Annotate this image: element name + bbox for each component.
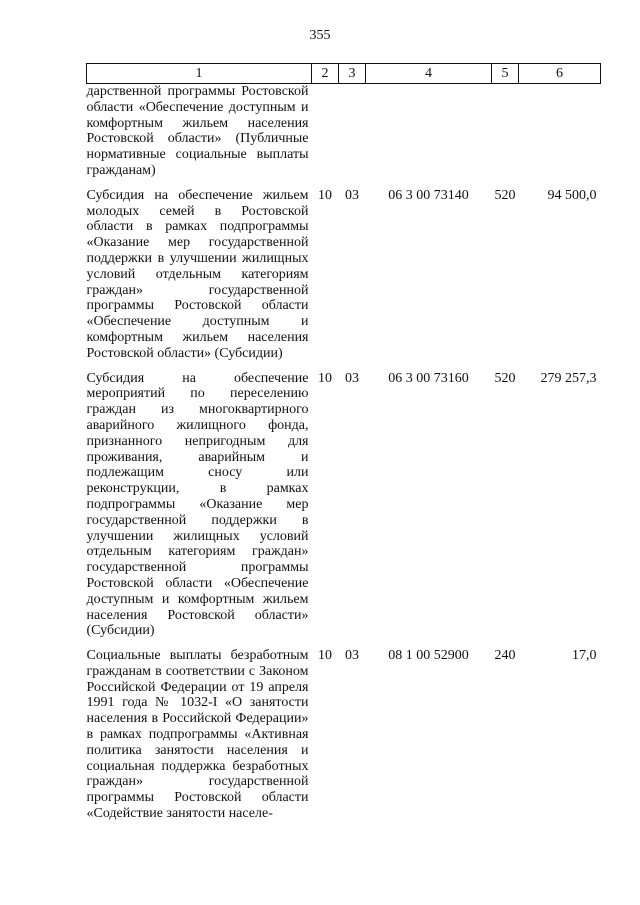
column-number-header-row — [87, 64, 601, 84]
row-expense-type: 520 — [494, 370, 516, 386]
row-description: Субсидия на обеспечение мероприятий по переселению граждан из многоквартирного аварийного жилищного фонда, признанного непригодным для проживания, аварийным и подлежащим сносу или реконструкции, в рамках подпрограммы «Оказание мер государственной поддержки в улучшении жилищных условий отдельным категориям граждан» государственной программы Ростовской области «Обеспечение доступным и комфортным жильем населения Ростовской области» (Субсидии) — [86, 370, 309, 639]
row-expense-type: 240 — [494, 648, 516, 664]
row-section — [312, 84, 339, 179]
row-subsection: 03 — [345, 648, 359, 664]
row-description: дарственной программы Ростовской области «Обеспечение доступным и комфортным жильем населения Ростовской области» (Публичные нормативные социальные выплаты гражданам) — [86, 84, 309, 178]
row-amount: 279 257,3 — [540, 370, 597, 386]
row-target-code: 06 3 00 73140 — [388, 187, 469, 203]
row-amount: 17,0 — [572, 648, 597, 664]
row-section: 10 — [318, 370, 332, 386]
table-row — [87, 84, 601, 179]
column-header-target-code: 4 — [366, 64, 492, 84]
column-header-description: 1 — [87, 64, 312, 84]
row-description: Социальные выплаты безработным гражданам в соответствии с Законом Российской Федерации от 19 апреля 1991 года № 1032-I «О занятости населения в Российской Федерации» в рамках подпрограммы «Активная политика занятости населения и социальная поддержка безработных граждан» государственной программы Ростовской области «Содействие занятости населе- — [86, 648, 309, 822]
row-description: Субсидия на обеспечение жильем молодых семей в Ростовской области в рамках подпрограммы «Оказание мер государственной поддержки в улучшении жилищных условий отдельным категориям граждан» государственной программы Ростовской области «Обеспечение доступным и комфортным жильем населения Ростовской области» (Субсидии) — [86, 187, 309, 361]
row-expense-type: 520 — [494, 187, 516, 203]
column-header-section: 2 — [312, 64, 339, 84]
budget-table — [86, 63, 601, 822]
row-section: 10 — [318, 187, 332, 203]
row-target-code: 08 1 00 52900 — [388, 648, 469, 664]
column-header-subsection: 3 — [339, 64, 366, 84]
row-subsection: 03 — [345, 187, 359, 203]
row-amount — [519, 84, 601, 179]
row-target-code: 06 3 00 73160 — [388, 370, 469, 386]
table-row — [87, 188, 601, 362]
table-row — [87, 371, 601, 640]
table-row — [87, 648, 601, 822]
column-header-amount: 6 — [519, 64, 601, 84]
row-target-code — [366, 84, 492, 179]
row-subsection — [339, 84, 366, 179]
page-number: 355 — [309, 28, 331, 43]
row-amount: 94 500,0 — [547, 187, 597, 203]
row-section: 10 — [318, 648, 332, 664]
column-header-expense-type: 5 — [492, 64, 519, 84]
row-expense-type — [492, 84, 519, 179]
row-subsection: 03 — [345, 370, 359, 386]
